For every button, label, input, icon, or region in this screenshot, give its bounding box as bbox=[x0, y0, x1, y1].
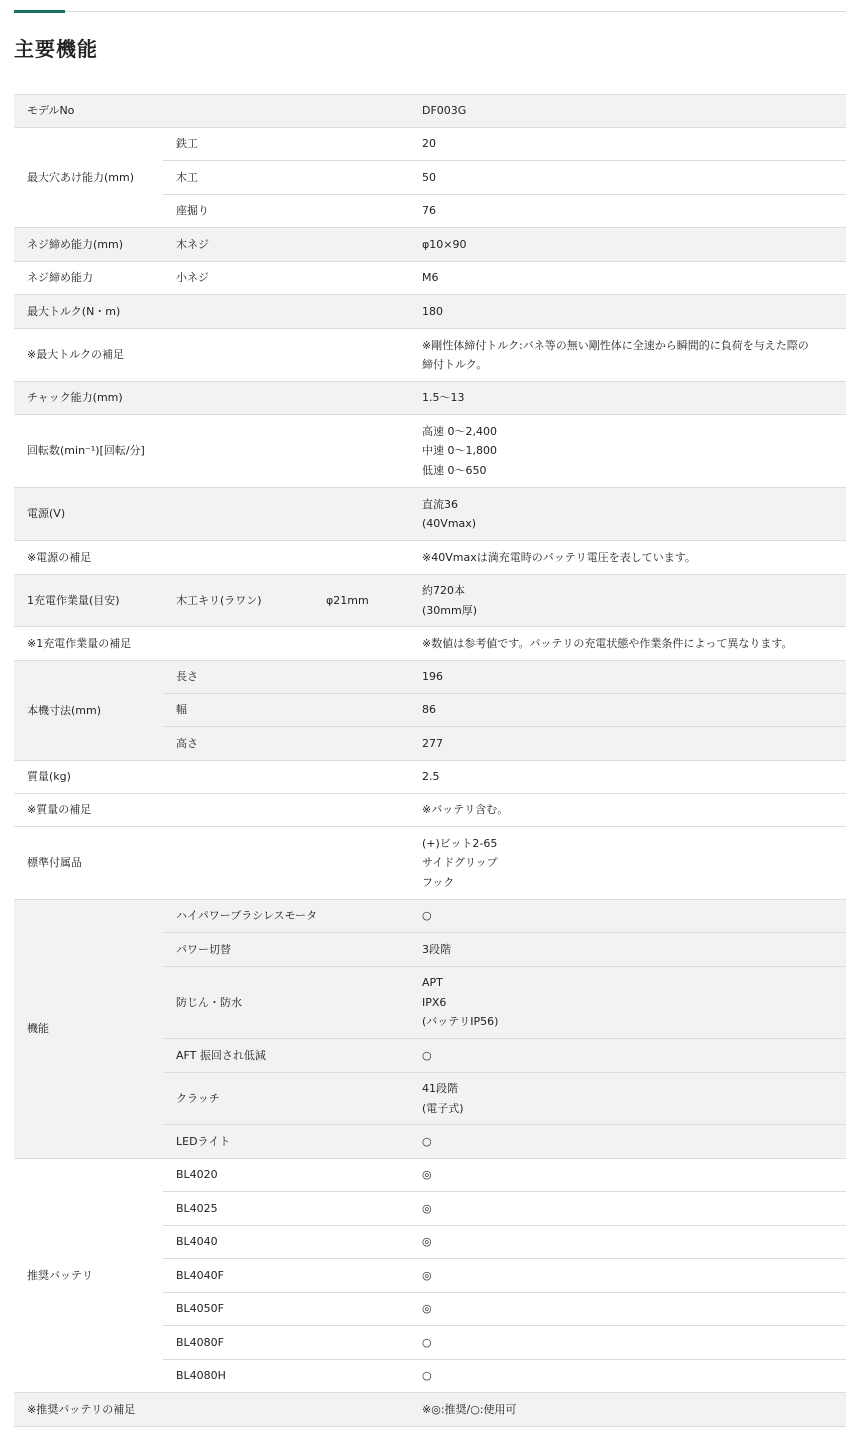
spec-value bbox=[409, 827, 846, 900]
value-line: 41段階 bbox=[422, 1082, 458, 1095]
spec-value: ◎ bbox=[409, 1159, 846, 1192]
value-line: APT bbox=[422, 976, 443, 990]
spec-row-torque-note bbox=[14, 329, 846, 382]
spec-table bbox=[14, 94, 846, 1427]
spec-row-drill bbox=[14, 128, 846, 161]
spec-row-dims bbox=[14, 661, 846, 694]
spec-row-screw-wood bbox=[14, 228, 846, 262]
spec-sublabel: BL4080F bbox=[163, 1326, 409, 1360]
value-line: フック bbox=[422, 875, 455, 889]
spec-value: ※バッテリ含む。 bbox=[409, 794, 846, 827]
spec-value: 76 bbox=[409, 195, 846, 228]
page-title: 主要機能 bbox=[14, 37, 98, 61]
value-line: (40Vmax) bbox=[422, 517, 477, 530]
spec-value: φ10×90 bbox=[409, 228, 846, 262]
spec-sublabel-2: φ21mm bbox=[313, 575, 409, 627]
spec-label: 回転数(min⁻¹)[回転/分] bbox=[14, 415, 409, 488]
spec-sublabel: BL4020 bbox=[163, 1159, 409, 1192]
value-line: 締付トルク。 bbox=[422, 358, 488, 371]
spec-row-chuck bbox=[14, 382, 846, 415]
spec-label: モデルNo bbox=[14, 95, 409, 128]
spec-value: 3段階 bbox=[409, 933, 846, 967]
spec-value: 2.5 bbox=[409, 761, 846, 794]
spec-value: ※◎:推奨/○:使用可 bbox=[409, 1393, 846, 1427]
spec-sublabel: BL4025 bbox=[163, 1192, 409, 1226]
value-line: (電子式) bbox=[422, 1101, 464, 1115]
spec-sublabel: 長さ bbox=[163, 661, 409, 694]
spec-sublabel: ハイパワーブラシレスモータ bbox=[163, 900, 409, 933]
spec-value bbox=[409, 488, 846, 541]
spec-sublabel: BL4080H bbox=[163, 1360, 409, 1393]
spec-value: 277 bbox=[409, 727, 846, 761]
spec-sublabel: 木ネジ bbox=[163, 228, 409, 262]
spec-value: ○ bbox=[409, 1326, 846, 1360]
spec-label: 電源(V) bbox=[14, 488, 409, 541]
spec-value bbox=[409, 329, 846, 382]
spec-label: ※電源の補足 bbox=[14, 541, 409, 575]
spec-value: ◎ bbox=[409, 1192, 846, 1226]
spec-sublabel: 高さ bbox=[163, 727, 409, 761]
spec-label: 機能 bbox=[14, 900, 163, 1159]
spec-sublabel: 幅 bbox=[163, 694, 409, 727]
spec-sublabel: LEDライト bbox=[163, 1125, 409, 1159]
spec-label: ※最大トルクの補足 bbox=[14, 329, 409, 382]
spec-label: 最大穴あけ能力(mm) bbox=[14, 128, 163, 228]
spec-value: 180 bbox=[409, 295, 846, 329]
spec-label: ※質量の補足 bbox=[14, 794, 409, 827]
value-line: サイドグリップ bbox=[422, 856, 498, 870]
value-line: (30mm厚) bbox=[422, 603, 478, 617]
spec-label: 推奨バッテリ bbox=[14, 1159, 163, 1393]
spec-value bbox=[409, 967, 846, 1039]
spec-value: ※数値は参考値です。バッテリの充電状態や作業条件によって異なります。 bbox=[409, 627, 846, 661]
spec-value bbox=[409, 575, 846, 627]
spec-sublabel: 鉄工 bbox=[163, 128, 409, 161]
spec-value: ○ bbox=[409, 1125, 846, 1159]
spec-row-work bbox=[14, 575, 846, 627]
value-line: 直流36 bbox=[422, 497, 458, 511]
spec-sublabel: AFT 振回され低減 bbox=[163, 1039, 409, 1073]
spec-sublabel: パワー切替 bbox=[163, 933, 409, 967]
spec-label: 1充電作業量(目安) bbox=[14, 575, 163, 627]
spec-row-battery bbox=[14, 1159, 846, 1192]
spec-value: 86 bbox=[409, 694, 846, 727]
spec-row-model bbox=[14, 95, 846, 128]
spec-value bbox=[409, 1073, 846, 1125]
value-line: ※剛性体締付トルク:バネ等の無い剛性体に全速から瞬間的に負荷を与えた際の bbox=[422, 338, 809, 352]
spec-row-screw-small bbox=[14, 262, 846, 295]
spec-sublabel: 木工キリ(ラワン) bbox=[163, 575, 313, 627]
spec-row-mass-note bbox=[14, 794, 846, 827]
spec-label: チャック能力(mm) bbox=[14, 382, 409, 415]
spec-value: M6 bbox=[409, 262, 846, 295]
spec-value: ◎ bbox=[409, 1259, 846, 1293]
spec-value: ○ bbox=[409, 900, 846, 933]
spec-value: ◎ bbox=[409, 1226, 846, 1259]
spec-value: 1.5～13 bbox=[409, 382, 846, 415]
spec-row-work-note bbox=[14, 627, 846, 661]
top-divider bbox=[14, 11, 846, 12]
spec-sublabel: BL4050F bbox=[163, 1293, 409, 1326]
spec-row-battery-note bbox=[14, 1393, 846, 1427]
spec-label: 標準付属品 bbox=[14, 827, 409, 900]
spec-sublabel: 木工 bbox=[163, 161, 409, 195]
spec-value: 196 bbox=[409, 661, 846, 694]
spec-row-rpm bbox=[14, 415, 846, 488]
value-line: (バッテリIP56) bbox=[422, 1015, 499, 1029]
spec-value: ※40Vmaxは満充電時のバッテリ電圧を表しています。 bbox=[409, 541, 846, 575]
value-line: 高速 0～2,400 bbox=[422, 424, 497, 438]
spec-label: ※1充電作業量の補足 bbox=[14, 627, 409, 661]
spec-label: 質量(kg) bbox=[14, 761, 409, 794]
spec-sublabel: BL4040F bbox=[163, 1259, 409, 1293]
spec-value: DF003G bbox=[409, 95, 846, 128]
spec-value: 20 bbox=[409, 128, 846, 161]
spec-label: ネジ締め能力 bbox=[14, 262, 163, 295]
spec-value: ○ bbox=[409, 1360, 846, 1393]
spec-row-features bbox=[14, 900, 846, 933]
spec-value: ◎ bbox=[409, 1293, 846, 1326]
spec-label: 本機寸法(mm) bbox=[14, 661, 163, 761]
spec-sublabel: 座掘り bbox=[163, 195, 409, 228]
spec-row-torque bbox=[14, 295, 846, 329]
title-accent-bar bbox=[14, 10, 65, 13]
spec-value: ○ bbox=[409, 1039, 846, 1073]
value-line: 中速 0～1,800 bbox=[422, 444, 497, 458]
spec-label: ネジ締め能力(mm) bbox=[14, 228, 163, 262]
spec-row-power-note bbox=[14, 541, 846, 575]
spec-value bbox=[409, 415, 846, 488]
spec-label: 最大トルク(N・m) bbox=[14, 295, 409, 329]
spec-value: 50 bbox=[409, 161, 846, 195]
value-line: 低速 0～650 bbox=[422, 463, 487, 477]
value-line: 約720本 bbox=[422, 584, 465, 597]
spec-row-mass bbox=[14, 761, 846, 794]
spec-row-power bbox=[14, 488, 846, 541]
spec-row-accessories bbox=[14, 827, 846, 900]
spec-label: ※推奨バッテリの補足 bbox=[14, 1393, 409, 1427]
spec-sublabel: 小ネジ bbox=[163, 262, 409, 295]
spec-sublabel: BL4040 bbox=[163, 1226, 409, 1259]
spec-sublabel: 防じん・防水 bbox=[163, 967, 409, 1039]
spec-sublabel: クラッチ bbox=[163, 1073, 409, 1125]
value-line: (+)ビット2-65 bbox=[422, 836, 498, 850]
value-line: IPX6 bbox=[422, 995, 447, 1009]
